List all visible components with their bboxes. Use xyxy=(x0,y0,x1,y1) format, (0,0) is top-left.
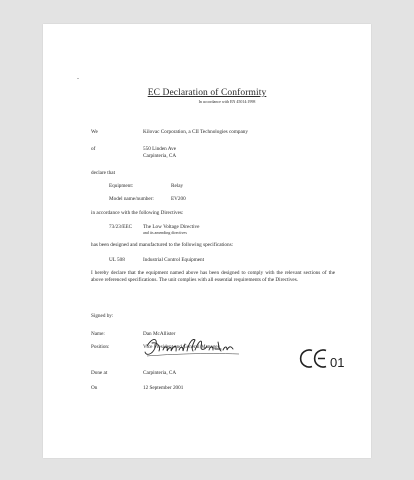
company-name: Kilovac Corporation, a CII Technologies company xyxy=(143,129,248,135)
name-label: Name: xyxy=(91,331,105,337)
we-label: We xyxy=(91,129,98,135)
position-value: Vice President and General Manager xyxy=(143,344,220,350)
model-label: Model name/number: xyxy=(109,196,154,202)
on-value: 12 September 2001 xyxy=(143,385,184,391)
done-value: Carpinteria, CA xyxy=(143,370,177,376)
directives-intro: in accordance with the following Directives: xyxy=(91,210,184,216)
done-label: Done at xyxy=(91,370,108,376)
declaration-text: I hereby declare that the equipment named above has been designed to comply with the relevant sections of the above referenced specifications. The unit complies with all essential requirements of the Directives. xyxy=(91,270,335,283)
address-line1: 550 Linden Ave xyxy=(143,146,177,152)
spec-name: Industrial Control Equipment xyxy=(143,257,205,263)
spec-code: UL 508 xyxy=(109,257,125,263)
document-page xyxy=(43,24,371,458)
name-value: Dan McAllister xyxy=(143,331,176,337)
declare-that: declare that xyxy=(91,170,116,176)
ce-mark-number: 01 xyxy=(330,355,345,369)
directive-code: 73/23/EEC xyxy=(109,224,133,230)
of-label: of xyxy=(91,146,96,152)
document-title: EC Declaration of Conformity xyxy=(147,88,267,98)
equipment-label: Equipment: xyxy=(109,183,134,189)
model-value: EV200 xyxy=(171,196,186,202)
document-subtitle: In accordance with EN 45014:1998 xyxy=(198,99,256,104)
specs-intro: has been designed and manufactured to the following specifications: xyxy=(91,242,234,248)
equipment-value: Relay xyxy=(171,183,184,189)
address-line2: Carpinteria, CA xyxy=(143,153,177,159)
scan-speck xyxy=(77,78,79,79)
directive-note: and its amending directives xyxy=(143,230,187,235)
on-label: On xyxy=(91,385,98,391)
signed-label: Signed by: xyxy=(91,313,114,319)
directive-name: The Low Voltage Directive xyxy=(143,224,200,230)
ce-mark-icon xyxy=(297,347,353,369)
position-label: Position: xyxy=(91,344,110,350)
